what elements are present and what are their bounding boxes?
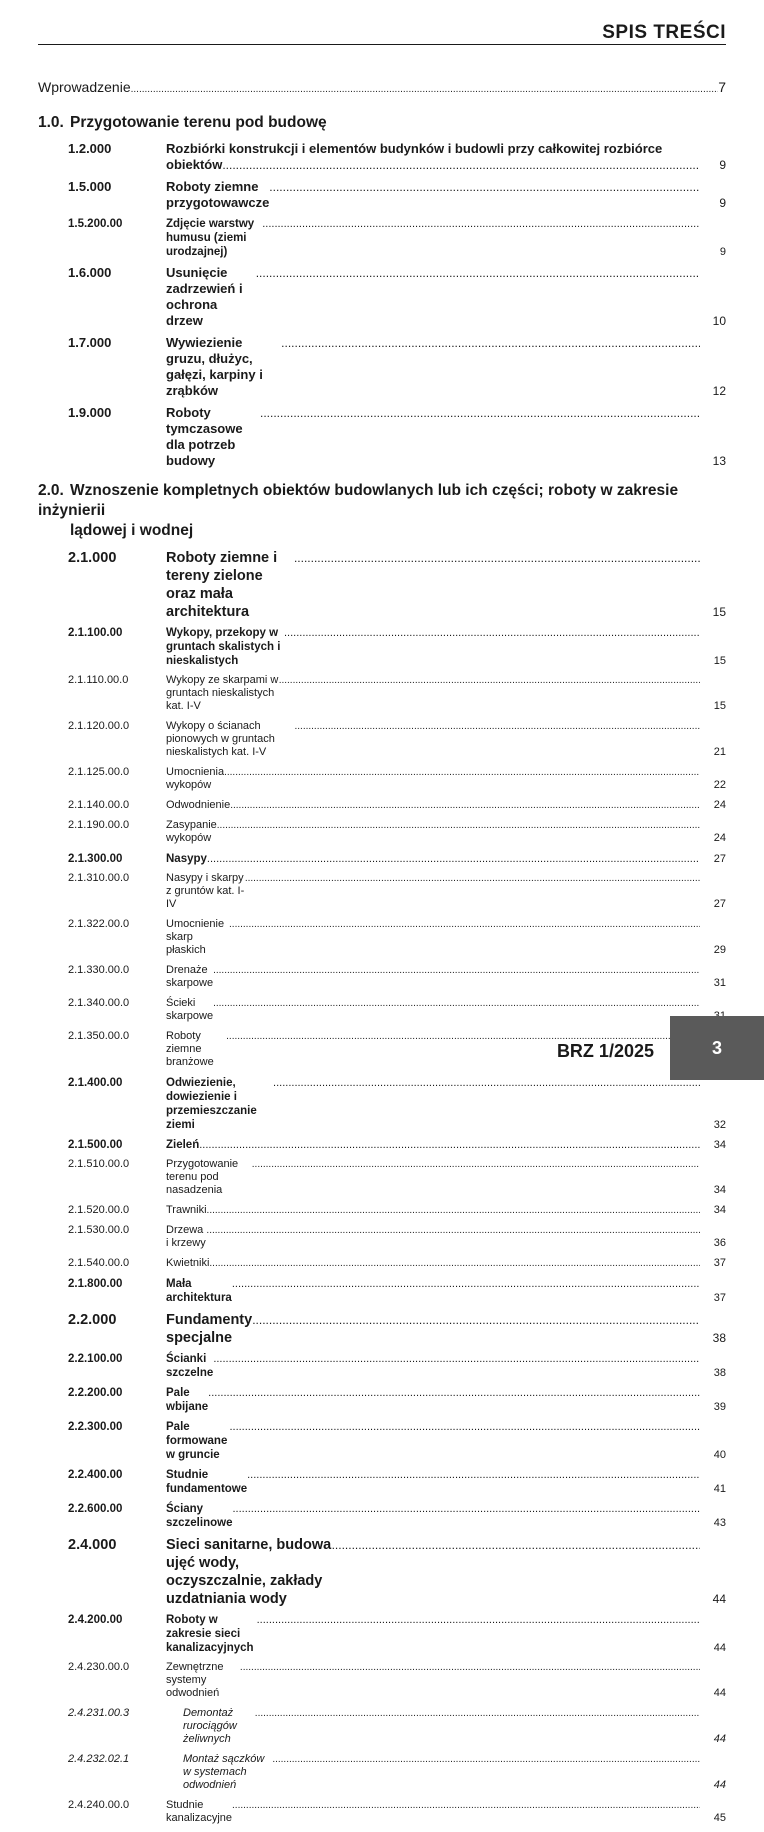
toc-entry-page: 9	[719, 246, 726, 258]
section-title: Przygotowanie terenu pod budowę	[70, 114, 327, 131]
leader-dots	[209, 1257, 700, 1270]
toc-entry-page: 44	[713, 1642, 726, 1654]
toc-entry-page: 21	[713, 746, 726, 758]
toc-entry-code: 2.2.400.00	[68, 1469, 123, 1481]
toc-entry-page: 24	[713, 832, 726, 844]
toc-sections	[38, 113, 726, 1825]
leader-dots	[240, 1661, 700, 1674]
toc-entry-code: 2.1.125.00.0	[68, 766, 130, 778]
toc-entry-page: 41	[713, 1483, 726, 1495]
leader-dots	[207, 1204, 700, 1217]
leader-dots	[294, 720, 700, 733]
toc-entry-page: 15	[712, 605, 726, 619]
toc-entry-page: 36	[713, 1237, 726, 1249]
toc-entry-title: Odwodnienie	[166, 799, 231, 811]
toc-entry-code: 2.1.400.00	[68, 1077, 123, 1089]
toc-entry-page: 31	[713, 977, 726, 989]
toc-intro-entry[interactable]	[38, 78, 726, 99]
toc-entry-title: Wywiezienie gruzu, dłużyc, gałęzi, karpiny i zrąbków	[166, 335, 263, 398]
leader-dots	[257, 1613, 700, 1627]
toc-entry-page: 27	[713, 898, 726, 910]
toc-entry-title: Demontaż rurociągów żeliwnych	[183, 1707, 237, 1745]
toc-entry-code: 2.1.540.00.0	[68, 1257, 130, 1269]
leader-dots	[199, 1138, 700, 1152]
toc-entry-title: Roboty ziemne i tereny zielone oraz mała architektura	[166, 550, 278, 620]
toc-entry-title: Montaż sączków w systemach odwodnień	[183, 1753, 265, 1791]
toc-entry[interactable]	[38, 766, 726, 792]
toc-entry-code: 2.1.340.00.0	[68, 997, 130, 1009]
toc-entry[interactable]	[38, 1204, 726, 1217]
toc-entry-code: 1.6.000	[68, 265, 112, 280]
toc-entry-title: Pale wbijane	[166, 1387, 209, 1413]
leader-dots	[294, 549, 700, 567]
leader-dots	[247, 1468, 700, 1482]
leader-dots	[252, 1311, 700, 1329]
toc-entry[interactable]	[38, 1076, 726, 1132]
toc-entry-code: 1.7.000	[68, 335, 112, 350]
toc-entry-page: 13	[712, 454, 726, 468]
toc-entry-title: Pale formowane w gruncie	[166, 1421, 228, 1461]
toc-entry[interactable]	[38, 852, 726, 866]
toc-section-heading[interactable]	[38, 481, 726, 541]
leader-dots	[229, 1420, 700, 1434]
toc-entry-title: Wykopy ze skarpami w gruntach nieskalistych kat. I-V	[166, 674, 279, 712]
toc-entry-page: 37	[713, 1257, 726, 1269]
leader-dots	[332, 1536, 700, 1554]
leader-dots	[224, 766, 700, 779]
toc-entry-title: Ścieki skarpowe	[166, 997, 214, 1022]
toc-entry-title: Trawniki	[166, 1204, 207, 1216]
toc-entry[interactable]	[38, 335, 726, 399]
toc-entry[interactable]	[38, 674, 726, 713]
leader-dots	[213, 1352, 700, 1366]
toc-entry-code: 2.1.520.00.0	[68, 1204, 130, 1216]
toc-entry-title: Zdjęcie warstwy humusu (ziemi urodzajnej)	[166, 218, 255, 258]
toc-entry[interactable]	[38, 217, 726, 259]
toc-entry-title: Wykopy, przekopy w gruntach skalistych i nieskalistych	[166, 627, 281, 667]
toc-entry-code: 2.1.322.00.0	[68, 918, 130, 930]
toc-entry-page: 32	[713, 1119, 726, 1131]
toc-entry-title: Roboty tymczasowe dla potrzeb budowy	[166, 405, 243, 468]
toc-entry[interactable]	[38, 1707, 726, 1746]
toc-entry-code: 2.1.110.00.0	[68, 674, 129, 686]
toc-entry-title: Usunięcie zadrzewień i ochrona drzew	[166, 265, 243, 328]
section-title-continued: lądowej i wodnej	[70, 522, 194, 539]
toc-entry-title: Odwiezienie, dowiezienie i przemieszczanie ziemi	[166, 1077, 257, 1131]
toc-entry[interactable]	[38, 1661, 726, 1700]
toc-intro-page: 7	[718, 79, 726, 95]
leader-dots	[260, 405, 700, 421]
toc-entry-page: 15	[713, 700, 726, 712]
toc-entry[interactable]	[38, 1420, 726, 1462]
toc-entry-title: Sieci sanitarne, budowa ujęć wody, oczyszczalnie, zakłady uzdatniania wody	[166, 1537, 332, 1607]
toc-entry-page: 15	[713, 655, 726, 667]
toc-entry-title: Fundamenty specjalne	[166, 1312, 253, 1346]
toc-entry-page: 34	[713, 1184, 726, 1196]
toc-intro-label: Wprowadzenie	[38, 79, 131, 95]
toc-entry-page: 43	[713, 1517, 726, 1529]
toc-entry[interactable]	[38, 1468, 726, 1496]
toc-entry-code: 2.1.800.00	[68, 1278, 123, 1290]
section-title: Wznoszenie kompletnych obiektów budowlanych lub ich części; roboty w zakresie inżynierii	[38, 482, 679, 519]
toc-entry-code: 2.1.190.00.0	[68, 819, 130, 831]
leader-dots	[232, 1277, 700, 1291]
toc-entry-title: Drenaże skarpowe	[166, 964, 214, 989]
leader-dots	[230, 799, 700, 812]
leader-dots	[245, 872, 700, 885]
leader-dots	[222, 157, 700, 173]
toc-entry[interactable]	[38, 1799, 726, 1825]
leader-dots	[213, 964, 700, 977]
leader-dots	[255, 1707, 700, 1720]
toc-entry[interactable]	[38, 141, 726, 173]
table-of-contents	[38, 78, 726, 1832]
toc-entry-code: 2.1.500.00	[68, 1139, 123, 1151]
toc-entry[interactable]	[38, 1536, 726, 1608]
toc-entry-title: Zasypanie wykopów	[166, 819, 217, 844]
page-title: SPIS TREŚCI	[602, 22, 726, 43]
toc-entry-page: 9	[719, 158, 726, 172]
leader-dots	[281, 335, 700, 351]
footer	[0, 1020, 764, 1080]
toc-entry-title: Roboty ziemne przygotowawcze	[166, 179, 270, 210]
toc-entry-page: 10	[712, 314, 726, 328]
toc-entry-code: 2.4.231.00.3	[68, 1707, 130, 1719]
leader-dots	[279, 674, 700, 687]
toc-entry[interactable]	[38, 179, 726, 211]
toc-entry-code: 2.2.600.00	[68, 1503, 123, 1515]
toc-entry-code: 2.1.120.00.0	[68, 720, 130, 732]
leader-dots	[262, 217, 700, 231]
toc-entry[interactable]	[38, 1753, 726, 1792]
leader-dots	[272, 1753, 700, 1766]
toc-entry-title: Nasypy i skarpy z gruntów kat. I-IV	[166, 872, 245, 910]
toc-entry-title: Zewnętrzne systemy odwodnień	[166, 1661, 224, 1699]
toc-entry-page: 44	[713, 1687, 726, 1699]
toc-entry-code: 2.4.232.02.1	[68, 1753, 130, 1765]
toc-entry-code: 2.4.200.00	[68, 1614, 123, 1626]
leader-dots	[269, 179, 700, 195]
toc-entry-code: 1.2.000	[68, 141, 112, 156]
toc-entry-page: 39	[713, 1401, 726, 1413]
toc-entry-page: 27	[713, 853, 726, 865]
toc-entry-title: Kwietniki	[166, 1257, 210, 1269]
toc-entry[interactable]	[38, 405, 726, 469]
leader-dots	[131, 81, 719, 99]
leader-dots	[256, 265, 700, 281]
toc-entry-page: 40	[713, 1449, 726, 1461]
toc-entry-title: Nasypy	[166, 853, 207, 865]
toc-entry-code: 2.1.100.00	[68, 627, 123, 639]
toc-entry[interactable]	[38, 1138, 726, 1152]
toc-entry[interactable]	[38, 1257, 726, 1270]
leader-dots	[252, 1158, 700, 1171]
toc-entry[interactable]	[38, 1613, 726, 1655]
leader-dots	[213, 997, 700, 1010]
toc-entry-page: 34	[713, 1204, 726, 1216]
toc-entry[interactable]	[38, 1224, 726, 1250]
toc-entry-title: Roboty ziemne branżowe	[166, 1030, 214, 1068]
toc-entry[interactable]	[38, 1502, 726, 1530]
toc-entry-code: 2.1.000	[68, 550, 117, 566]
toc-entry-page: 24	[713, 799, 726, 811]
toc-entry-code: 2.1.140.00.0	[68, 799, 130, 811]
toc-entry-title: Mała architektura	[166, 1278, 232, 1304]
toc-entry-title: Zieleń	[166, 1139, 200, 1151]
toc-entry-title: Umocnienie skarp płaskich	[166, 918, 225, 956]
toc-entry-page: 38	[713, 1367, 726, 1379]
toc-entry-page: 12	[712, 384, 726, 398]
toc-entry-title-continued: obiektów	[166, 157, 223, 172]
toc-entry-title: Drzewa i krzewy	[166, 1224, 206, 1249]
toc-entry-title: Rozbiórki konstrukcji i elementów budynków i budowli przy całkowitej rozbiórce	[166, 141, 663, 156]
leader-dots	[207, 852, 700, 866]
leader-dots	[284, 626, 700, 640]
toc-entry-code: 2.2.300.00	[68, 1421, 123, 1433]
toc-entry-code: 2.4.000	[68, 1537, 117, 1553]
section-number: 2.0.	[38, 482, 64, 499]
toc-section-heading[interactable]	[38, 113, 726, 133]
toc-entry-title: Umocnienia wykopów	[166, 766, 225, 791]
toc-entry-code: 2.1.310.00.0	[68, 872, 130, 884]
toc-entry-page: 44	[713, 1779, 726, 1791]
toc-entry-title: Studnie kanalizacyjne	[166, 1799, 233, 1824]
toc-entry-code: 2.1.300.00	[68, 853, 123, 865]
toc-entry-code: 2.1.350.00.0	[68, 1030, 130, 1042]
toc-entry-code: 1.5.200.00	[68, 218, 123, 230]
footer-issue: BRZ 1/2025	[556, 1041, 654, 1061]
toc-entry[interactable]	[38, 964, 726, 990]
toc-entry[interactable]	[38, 1277, 726, 1305]
toc-entry[interactable]	[38, 799, 726, 812]
footer-page-number-box	[670, 1016, 764, 1080]
toc-entry-code: 1.5.000	[68, 179, 112, 194]
toc-entry-code: 2.1.330.00.0	[68, 964, 130, 976]
toc-entry-code: 2.2.000	[68, 1312, 117, 1328]
toc-entry-code: 2.4.230.00.0	[68, 1661, 130, 1673]
toc-entry-code: 2.1.530.00.0	[68, 1224, 130, 1236]
toc-entry[interactable]	[38, 1386, 726, 1414]
leader-dots	[232, 1502, 700, 1516]
toc-entry-page: 22	[713, 779, 726, 791]
leader-dots	[217, 819, 700, 832]
footer-page-number: 3	[711, 1037, 722, 1058]
leader-dots	[232, 1799, 700, 1812]
leader-dots	[208, 1386, 700, 1400]
toc-entry[interactable]	[38, 265, 726, 329]
section-number: 1.0.	[38, 114, 64, 131]
toc-entry-code: 1.9.000	[68, 405, 112, 420]
toc-entry[interactable]	[38, 872, 726, 911]
toc-entry-page: 45	[713, 1812, 726, 1824]
toc-entry-title: Przygotowanie terenu pod nasadzenia	[166, 1158, 239, 1196]
toc-entry-code: 2.2.100.00	[68, 1353, 123, 1365]
toc-entry-page: 44	[713, 1733, 726, 1745]
toc-entry[interactable]	[38, 1158, 726, 1197]
toc-entry[interactable]	[38, 1311, 726, 1347]
header-rule	[38, 44, 726, 45]
toc-entry[interactable]	[38, 720, 726, 759]
toc-entry-page: 9	[719, 196, 726, 210]
toc-entry[interactable]	[38, 1352, 726, 1380]
toc-entry-title: Roboty w zakresie sieci kanalizacyjnych	[166, 1614, 254, 1654]
toc-entry[interactable]	[38, 819, 726, 845]
toc-entry-page: 37	[713, 1292, 726, 1304]
toc-entry-code: 2.4.240.00.0	[68, 1799, 130, 1811]
leader-dots	[206, 1224, 700, 1237]
toc-entry-page: 44	[712, 1592, 726, 1606]
leader-dots	[229, 918, 700, 931]
toc-entry-page: 34	[713, 1139, 726, 1151]
toc-entry-code: 2.1.510.00.0	[68, 1158, 130, 1170]
toc-entry-title: Studnie fundamentowe	[166, 1469, 248, 1495]
toc-entry-title: Ściany szczelinowe	[166, 1503, 233, 1529]
toc-entry-code: 2.2.200.00	[68, 1387, 123, 1399]
toc-entry-page: 29	[713, 944, 726, 956]
toc-entry-title: Wykopy o ścianach pionowych w gruntach nieskalistych kat. I-V	[166, 720, 275, 758]
toc-entry-title: Ścianki szczelne	[166, 1353, 214, 1379]
toc-entry[interactable]	[38, 626, 726, 668]
toc-entry[interactable]	[38, 918, 726, 957]
toc-entry[interactable]	[38, 549, 726, 621]
toc-entry-page: 38	[712, 1331, 726, 1345]
